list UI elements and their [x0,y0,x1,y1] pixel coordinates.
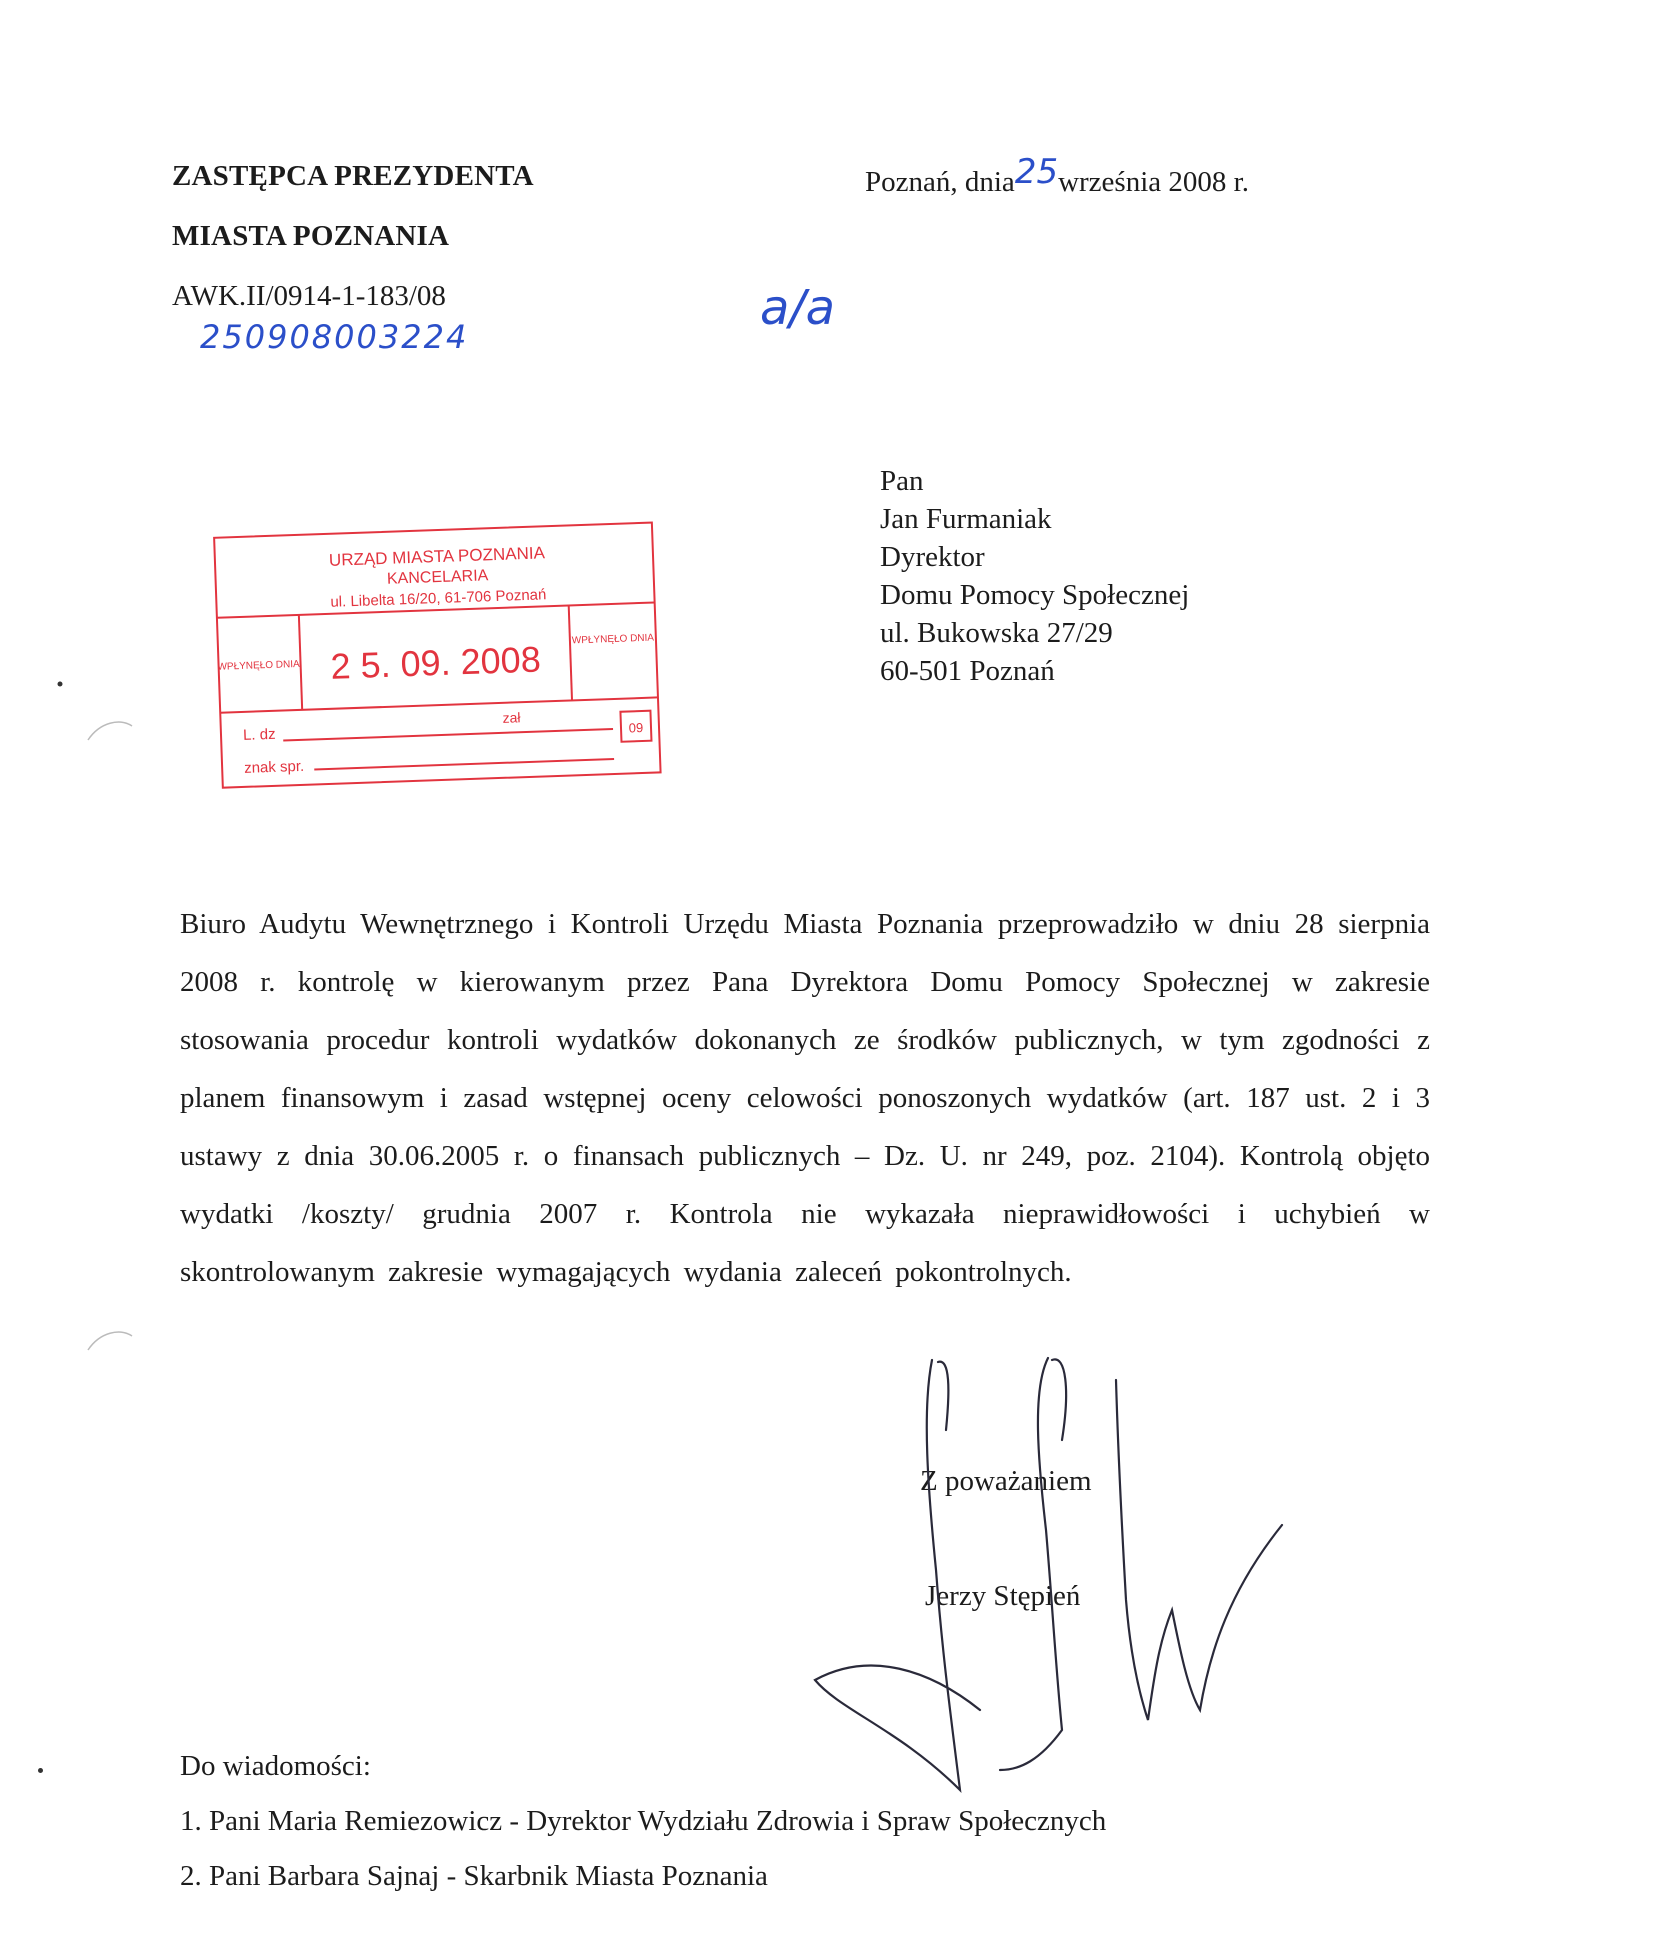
stamp-date: 2 5. 09. 2008 [329,638,542,687]
cc-item: 1. Pani Maria Remiezowicz - Dyrektor Wydziału Zdrowia i Spraw Społecznych [180,1805,1107,1837]
stamp-address: ul. Libelta 16/20, 61-706 Poznań [330,586,547,611]
stamp-ldz-label: L. dz [242,725,276,744]
stamp-office-name: URZĄD MIASTA POZNANIA [328,543,546,570]
recipient-line: Pan [880,465,924,497]
recipient-line: ul. Bukowska 27/29 [880,617,1113,649]
punch-hole-marks [50,660,140,1360]
salutation: Z poważaniem [920,1465,1092,1497]
date-line [865,152,1249,200]
stamp-znak-label: znak spr. [243,757,305,777]
date-day-handwritten: 25 [1014,152,1059,192]
recipient-line: Jan Furmaniak [880,503,1052,535]
letter-body-text: Biuro Audytu Wewnętrznego i Kontroli Urzędu Miasta Poznania przeprowadziło w dniu 28 sierpnia 2008 r. kontrolę w kierowanym przez Pana Dyrektora Domu Pomocy Społecznej w zakresie stosowania procedur kontroli wydatków dokonanych ze środków publicznych, w tym zgodności z planem finansowym i zasad wstępnej oceny celowości ponoszonych wydatków (art. 187 ust. 2 i 3 ustawy z dnia 30.06.2005 r. o finansach publicznych – Dz. U. nr 249, poz. 2104). Kontrolą objęto wydatki /koszty/ grudnia 2007 r. Kontrola nie wykazała nieprawidłowości i uchybień w skontrolowanym zakresie wymagających wydania zaleceń pokontrolnych. [180,908,1430,1288]
handwritten-signature [800,1350,1320,1820]
reference-number: AWK.II/0914-1-183/08 [172,280,446,312]
recipient-line: Domu Pomocy Społecznej [880,579,1190,611]
cc-label: Do wiadomości: [180,1750,371,1782]
stamp-box-number: 09 [628,719,644,736]
recipient-line: Dyrektor [880,541,985,573]
letter-body [180,895,1430,1301]
stamp-received-right: WPŁYNĘŁO DNIA [571,632,655,647]
registry-stamp [210,490,670,800]
cc-item: 2. Pani Barbara Sajnaj - Skarbnik Miasta Poznania [180,1860,768,1892]
stamp-received-left: WPŁYNĘŁO DNIA [217,658,300,673]
recipient-line: 60-501 Poznań [880,655,1055,687]
signatory-name: Jerzy Stępień [925,1580,1081,1612]
stamp-zal-label: zał [502,709,521,726]
issuer-title-line1: ZASTĘPCA PREZYDENTA [172,160,534,192]
stamp-department: KANCELARIA [386,567,489,588]
recipient-address [880,462,1189,690]
date-prefix: Poznań, dnia [865,166,1015,198]
handwritten-initials: a/a [760,280,835,336]
issuer-title-line2: MIASTA POZNANIA [172,220,450,252]
handwritten-registry-number: 250908003224 [200,318,469,356]
scan-dot [38,1768,43,1773]
date-suffix: września 2008 r. [1058,166,1249,198]
